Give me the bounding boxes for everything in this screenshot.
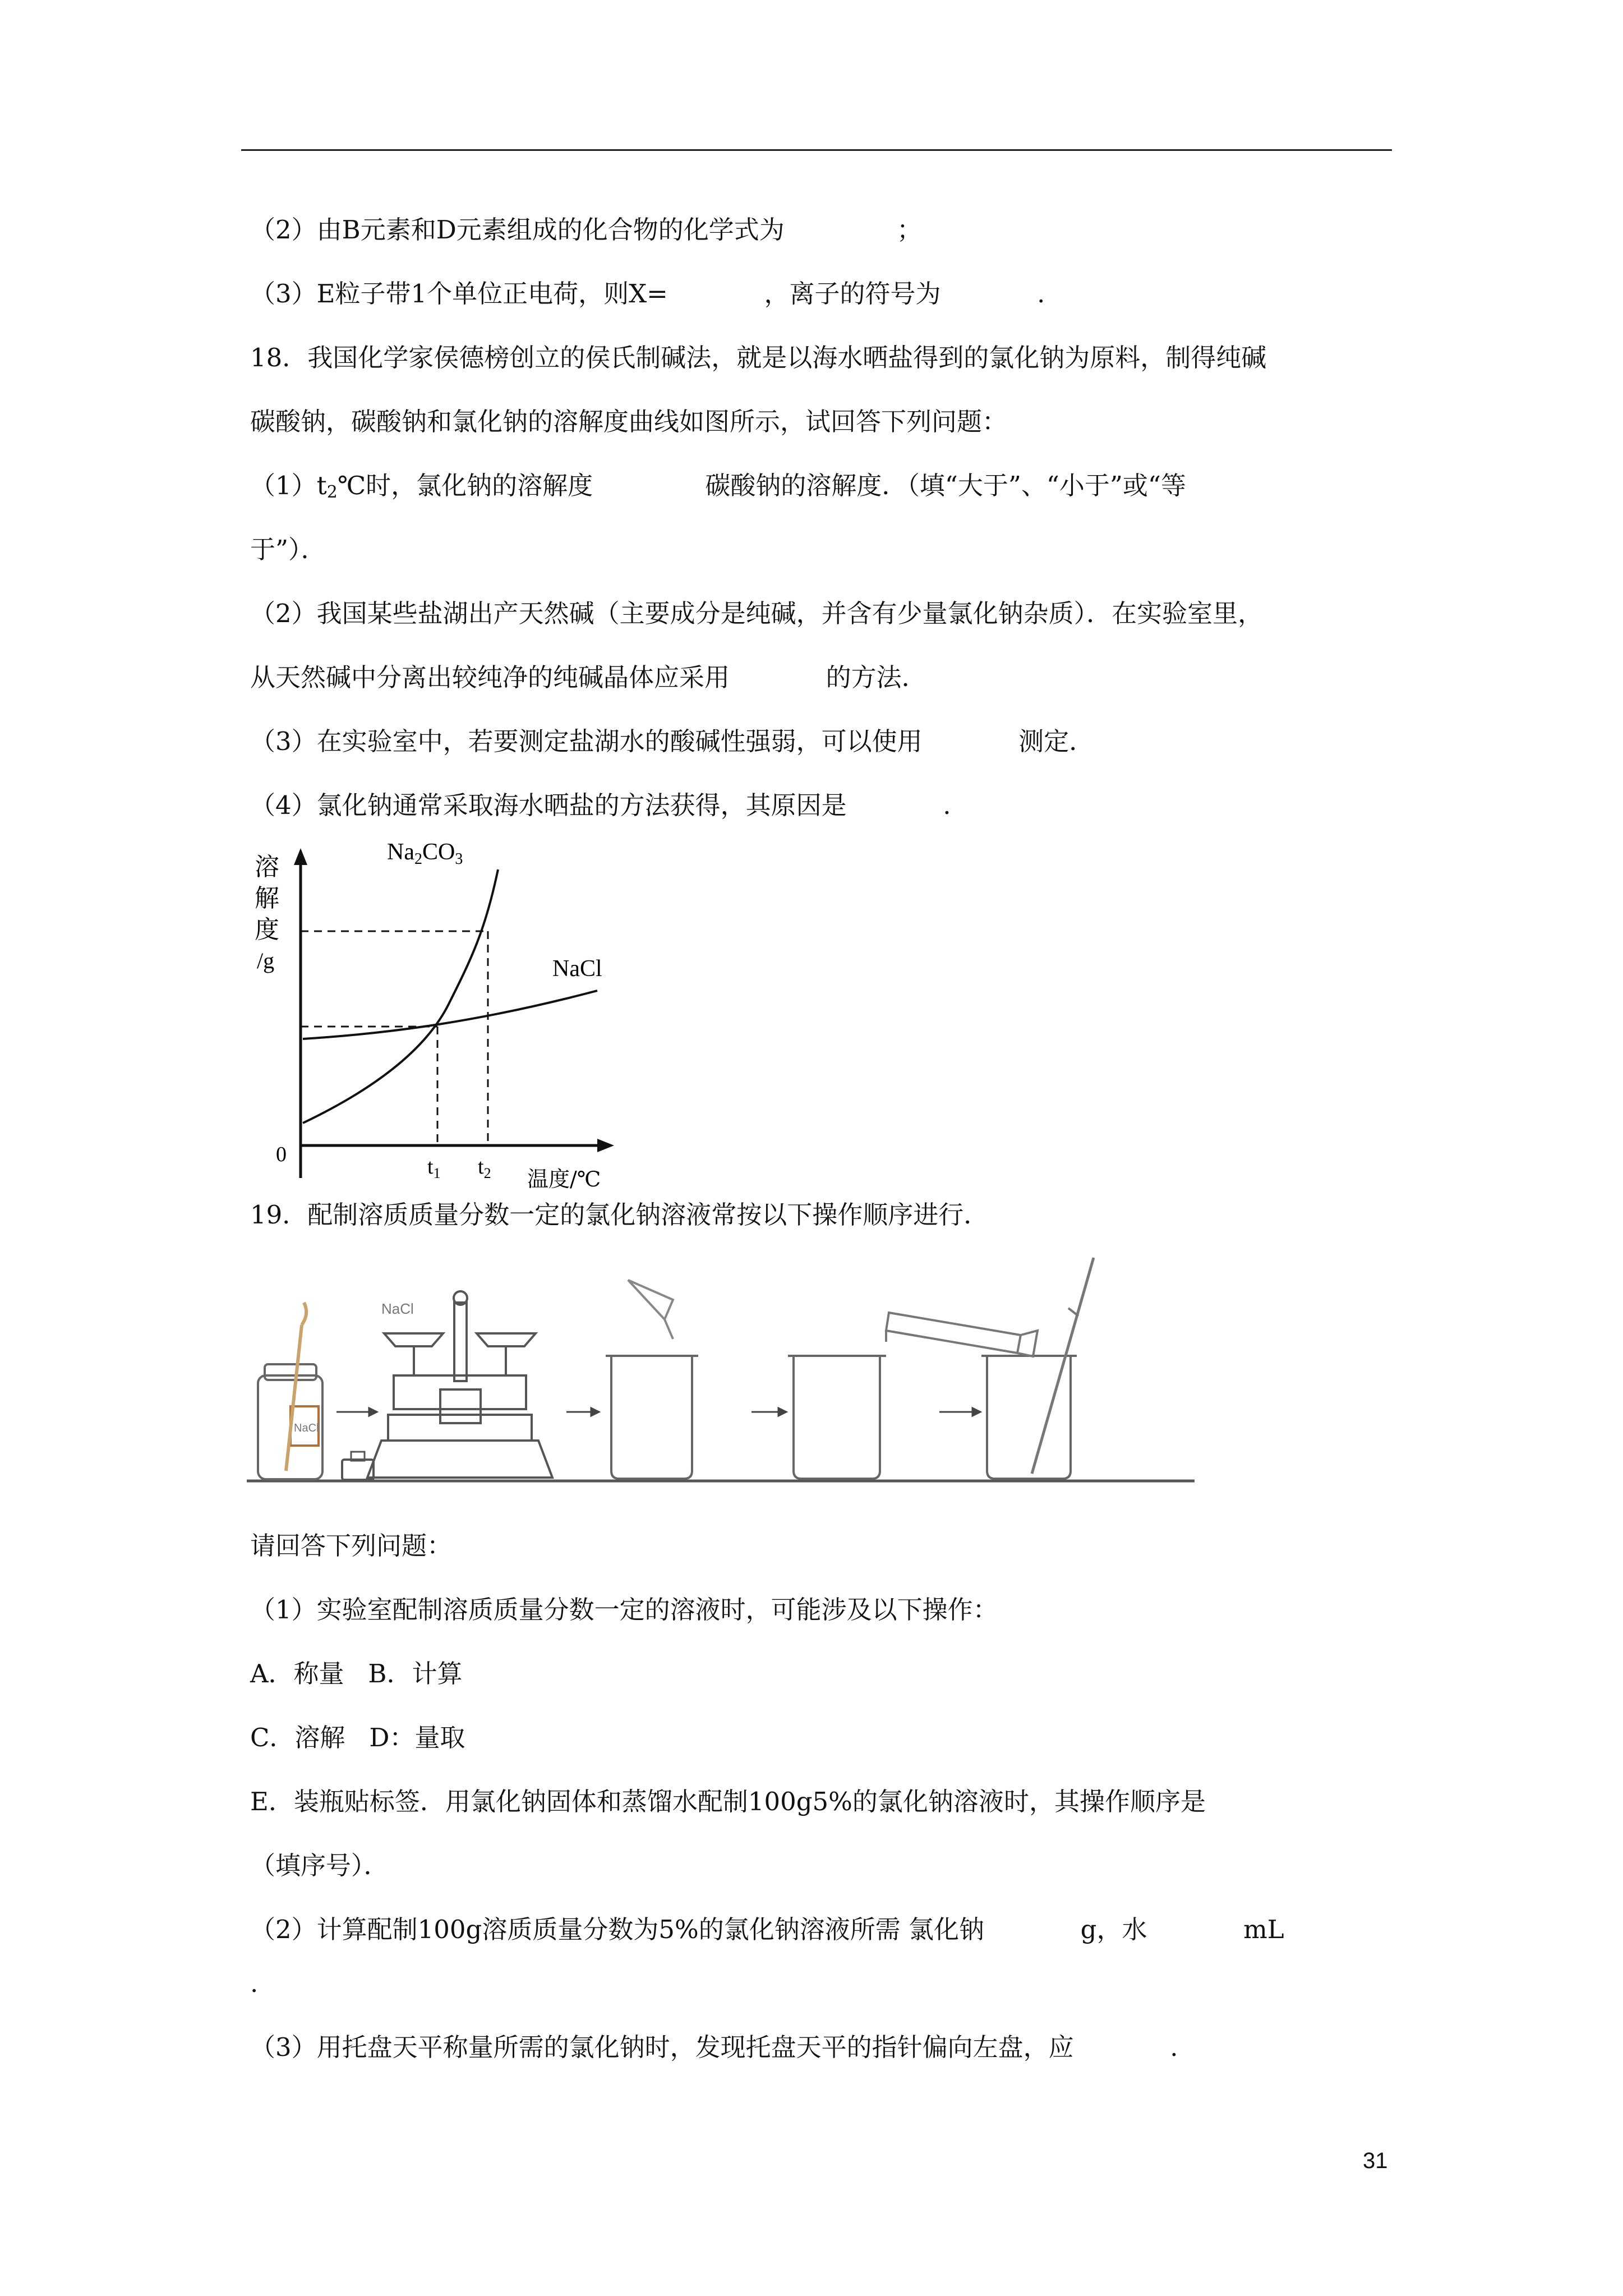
- x-axis-arrow: [597, 1139, 614, 1152]
- series-label-nacl: NaCl: [552, 956, 602, 982]
- q18-part1: $(1)t_2℃$时，氯化钠的溶解度 碳酸钠的溶解度．（填“大于”、“小于”或“等: [250, 471, 1186, 502]
- y-axis-arrow: [294, 848, 307, 865]
- q19-intro: 19．配制溶质质量分数一定的氯化钠溶液常按以下操作顺序进行．: [250, 1200, 989, 1230]
- q19-part2-cont: .: [250, 1968, 259, 1998]
- x-axis-label: 温度/℃: [527, 1167, 601, 1189]
- q19-option-e: E．装瓶贴标签．用氯化钠固体和蒸馏水配制100g5%的氯化钠溶液时，其操作顺序是: [250, 1787, 1206, 1816]
- page-number: 31: [1363, 2148, 1388, 2173]
- q19-ask: 请回答下列问题：: [250, 1531, 453, 1561]
- y-axis-label-char1: 溶: [255, 853, 279, 881]
- q17-part2: （2）由B元素和D元素组成的化合物的化学式为 ；: [250, 215, 923, 245]
- header-rule: [241, 149, 1392, 151]
- jar-label: NaCl: [294, 1422, 319, 1434]
- series-na2co3-curve: [303, 869, 498, 1123]
- nacl-label: NaCl: [381, 1300, 414, 1317]
- y-axis-label-char2: 解: [255, 885, 279, 912]
- solution-preparation-diagram: [247, 1246, 1200, 1493]
- series-label-na2co3: Na2CO3: [387, 839, 463, 868]
- q18-intro-line2: 碳酸钠，碳酸钠和氯化钠的溶解度曲线如图所示，试回答下列问题：: [250, 407, 1008, 436]
- q19-part3: （3）用托盘天平称量所需的氯化钠时，发现托盘天平的指针偏向左盘，应 .: [250, 2032, 1178, 2062]
- q19-options-ab: A．称量 B．计算: [250, 1659, 463, 1688]
- q18-part2-line1: （2）我国某些盐湖出产天然碱（主要成分是纯碱，并含有少量氯化钠杂质）．在实验室里，: [250, 599, 1264, 628]
- q18-intro-line1: 18．我国化学家侯德榜创立的侯氏制碱法，就是以海水晒盐得到的氯化钠为原料，制得纯碱: [250, 343, 1267, 372]
- q17-part3: （3）E粒子带1个单位正电荷，则X= ，离子的符号为 .: [250, 279, 1045, 309]
- q19-part2: （2）计算配制100g溶质质量分数为5%的氯化钠溶液所需 氯化钠 g，水 mL: [250, 1915, 1284, 1944]
- origin-label: 0: [276, 1143, 287, 1166]
- x-tick-t1: $t_1$: [427, 1155, 441, 1181]
- q19-options-cd: C．溶解 D：量取: [250, 1723, 465, 1752]
- q19-part1: （1）实验室配制溶质质量分数一定的溶液时，可能涉及以下操作：: [250, 1595, 998, 1625]
- x-tick-t2: $t_2$: [478, 1155, 491, 1181]
- solubility-chart: [247, 836, 617, 1189]
- y-axis-label-char3: 度: [255, 916, 279, 944]
- q18-part3: （3）在实验室中，若要测定盐湖水的酸碱性强弱，可以使用 测定．: [250, 726, 1095, 756]
- q18-part2-line2: 从天然碱中分离出较纯净的纯碱晶体应采用 的方法．: [250, 662, 927, 692]
- q18-part1-cont: 于”）．: [250, 535, 326, 564]
- y-axis-label-unit: /g: [257, 948, 275, 973]
- series-nacl-curve: [303, 991, 597, 1039]
- q19-option-e-cont: （填序号）．: [250, 1851, 389, 1880]
- q18-part4: （4）氯化钠通常采取海水晒盐的方法获得，其原因是 .: [250, 790, 951, 820]
